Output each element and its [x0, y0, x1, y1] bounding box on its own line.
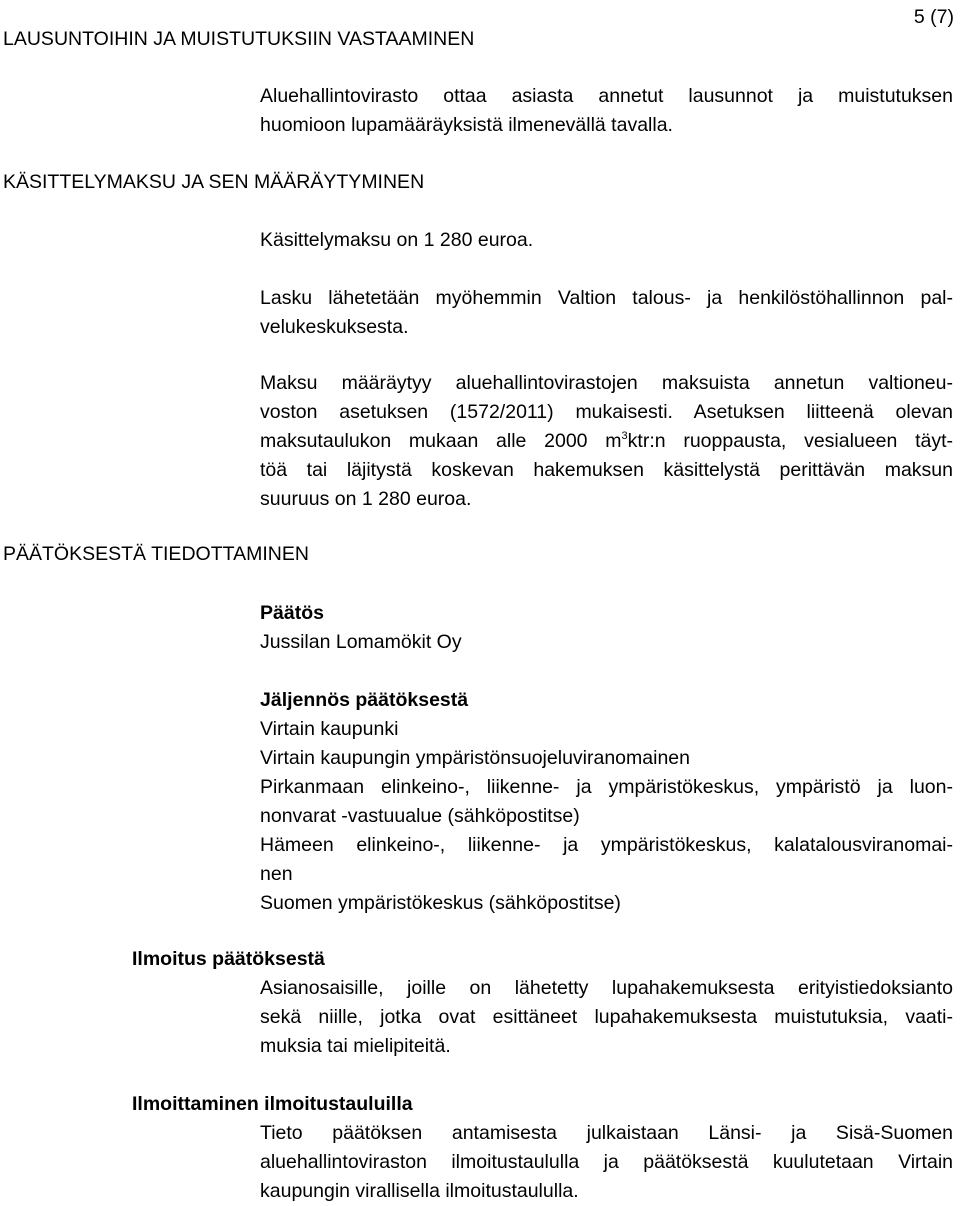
- paragraph-line: Aluehallintovirasto ottaa asiasta annetut lausunnot ja muistutuksen: [260, 85, 953, 107]
- paragraph-line: töä tai läjitystä koskevan hakemuksen käsittelystä perittävän maksun: [260, 459, 953, 481]
- copy-recipient: Virtain kaupungin ympäristönsuojeluviranomainen: [260, 747, 690, 769]
- section-heading-fee: KÄSITTELYMAKSU JA SEN MÄÄRÄYTYMINEN: [3, 171, 425, 193]
- line-part: ktr:n ruoppausta, vesialueen täyt-: [627, 430, 953, 452]
- paragraph-line: voston asetuksen (1572/2011) mukaisesti. Asetuksen liitteenä olevan: [260, 401, 953, 423]
- notice-label: Ilmoitus päätöksestä: [132, 948, 325, 970]
- paragraph-line: velukeskuksesta.: [260, 316, 409, 338]
- paragraph-line: suuruus on 1 280 euroa.: [260, 488, 472, 510]
- decision-label: Päätös: [260, 602, 324, 624]
- copy-recipient: nen: [260, 863, 293, 885]
- section-heading-notification: PÄÄTÖKSESTÄ TIEDOTTAMINEN: [3, 543, 309, 565]
- superscript: 3: [621, 429, 628, 442]
- line-part: maksutaulukon mukaan alle 2000 m: [260, 430, 622, 452]
- copy-recipient: nonvarat -vastuualue (sähköpostitse): [260, 805, 580, 827]
- paragraph-line: Asianosaisille, joille on lähetetty lupahakemuksesta erityistiedoksianto: [260, 977, 953, 999]
- copy-recipient: Suomen ympäristökeskus (sähköpostitse): [260, 892, 621, 914]
- paragraph-line-with-superscript: [260, 427, 953, 456]
- page-number: 5 (7): [913, 6, 954, 28]
- decision-recipient: Jussilan Lomamökit Oy: [260, 631, 462, 653]
- paragraph-line: kaupungin virallisella ilmoitustaululla.: [260, 1180, 579, 1202]
- copy-label: Jäljennös päätöksestä: [260, 689, 469, 711]
- paragraph-line: Maksu määräytyy aluehallintovirastojen maksuista annetun valtioneu-: [260, 372, 953, 394]
- paragraph-line: huomioon lupamääräyksistä ilmenevällä tavalla.: [260, 114, 673, 136]
- paragraph-line: Lasku lähetetään myöhemmin Valtion talous- ja henkilöstöhallinnon pal-: [260, 287, 953, 309]
- paragraph-line: sekä niille, jotka ovat esittäneet lupahakemuksesta muistutuksia, vaati-: [260, 1006, 953, 1028]
- paragraph-line: aluehallintoviraston ilmoitustaululla ja päätöksestä kuulutetaan Virtain: [260, 1151, 953, 1173]
- copy-recipient: Hämeen elinkeino-, liikenne- ja ympäristökeskus, kalatalousviranomai-: [260, 834, 953, 856]
- fee-line: Käsittelymaksu on 1 280 euroa.: [260, 229, 534, 251]
- copy-recipient: Virtain kaupunki: [260, 718, 399, 740]
- copy-recipient: Pirkanmaan elinkeino-, liikenne- ja ympäristökeskus, ympäristö ja luon-: [260, 776, 953, 798]
- paragraph-line: muksia tai mielipiteitä.: [260, 1035, 451, 1057]
- board-label: Ilmoittaminen ilmoitustauluilla: [132, 1093, 413, 1115]
- paragraph-line: Tieto päätöksen antamisesta julkaistaan Länsi- ja Sisä-Suomen: [260, 1122, 953, 1144]
- section-heading-responses: LAUSUNTOIHIN JA MUISTUTUKSIIN VASTAAMINEN: [3, 28, 475, 50]
